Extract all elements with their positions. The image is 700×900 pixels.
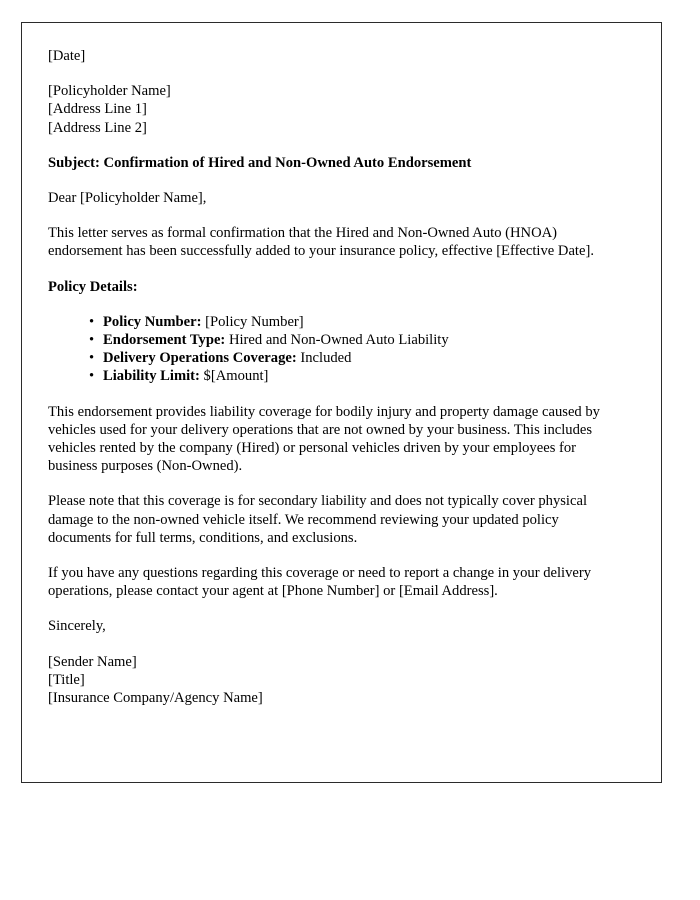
recipient-address-line-2: [Address Line 2]: [48, 119, 147, 136]
recipient-address-block: [48, 82, 625, 137]
sender-title-line: [Title]: [48, 671, 85, 688]
closing: Sincerely,: [48, 618, 106, 635]
date-block: [48, 47, 625, 65]
endorsement-type-value: Hired and Non-Owned Auto Liability: [228, 332, 449, 349]
contact-paragraph: If you have any questions regarding this coverage or need to report a change in your delivery operations, please contact your agent at [Phone Number] or [Email Address].: [48, 565, 592, 600]
endorsement-type-label: Endorsement Type:: [103, 332, 226, 349]
subject-line: Subject: Confirmation of Hired and Non-Owned Auto Endorsement: [48, 154, 472, 171]
list-item: [89, 367, 625, 385]
policy-details-heading: Policy Details:: [48, 278, 138, 295]
document-page-frame: [21, 22, 662, 783]
recipient-name-line: [Policyholder Name]: [48, 83, 171, 100]
list-item: [89, 313, 625, 331]
note-paragraph: Please note that this coverage is for secondary liability and does not typically cover physical damage to the non-owned vehicle itself. We recommend reviewing your updated policy documents for full terms, conditions, and exclusions.: [48, 493, 587, 546]
policy-number-value: [Policy Number]: [205, 313, 304, 330]
policy-number-label: Policy Number:: [103, 313, 202, 330]
sender-name-line: [Sender Name]: [48, 653, 137, 670]
list-item: [89, 331, 625, 349]
delivery-operations-coverage-label: Delivery Operations Coverage:: [103, 350, 297, 367]
coverage-paragraph: This endorsement provides liability coverage for bodily injury and property damage caused by vehicles used for your delivery operations that are not owned by your business. This includes vehicles rented by the company (Hired) or personal vehicles driven by your employees for business purposes (Non-Owned).: [48, 403, 600, 475]
signature-block: [48, 653, 625, 708]
date-placeholder: [Date]: [48, 48, 86, 64]
company-name-line: [Insurance Company/Agency Name]: [48, 690, 263, 707]
recipient-address-line-1: [Address Line 1]: [48, 101, 147, 118]
salutation: Dear [Policyholder Name],: [48, 190, 207, 207]
letter-body: [22, 23, 661, 748]
policy-details-list: [48, 313, 625, 386]
list-item: [89, 349, 625, 367]
intro-paragraph: This letter serves as formal confirmation that the Hired and Non-Owned Auto (HNOA) endorsement has been successfully added to your insurance policy, effective [Effective Date].: [48, 225, 594, 260]
delivery-operations-coverage-value: Included: [300, 350, 352, 367]
liability-limit-label: Liability Limit:: [103, 368, 200, 385]
liability-limit-value: $[Amount]: [203, 368, 269, 385]
